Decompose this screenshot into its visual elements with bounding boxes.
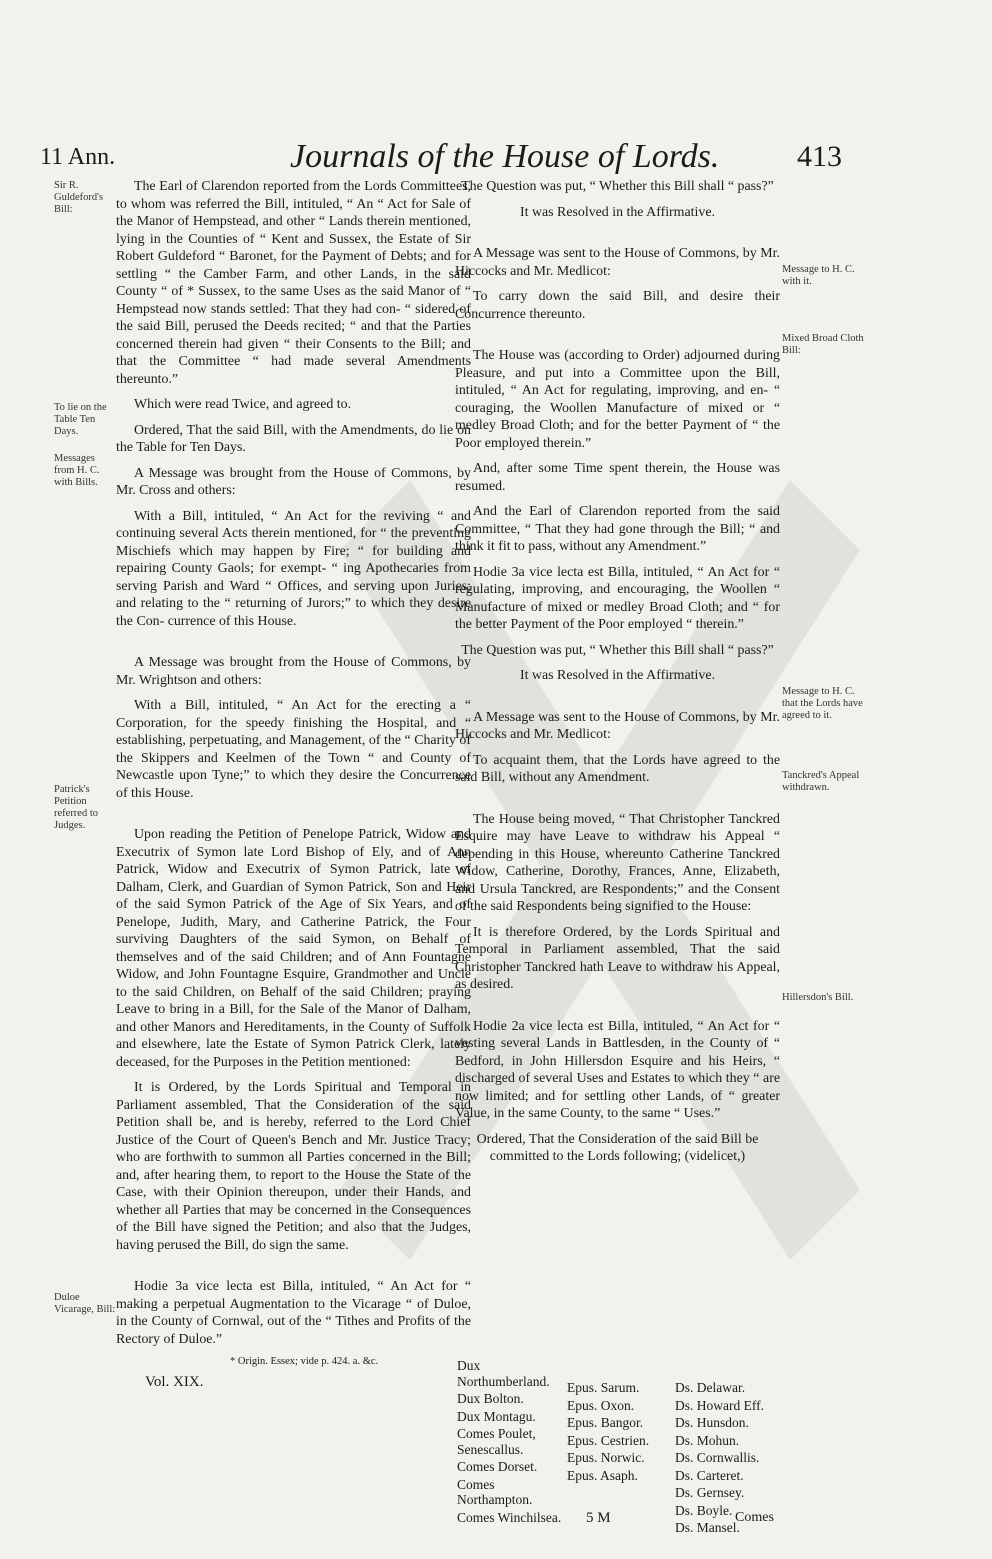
margin-note: Messages from H. C. with Bills. [54,453,100,488]
lords-column-dukes-earls [457,1358,567,1527]
paragraph: With a Bill, intituled, “ An Act for the reviving “ and continuing several Acts therein mentioned, for “ the preventing Mischiefs which may happen by Fire; “ for building and repairing County Gaols; for exempt- “ ing Apothecaries from serving Parish and Ward “ Offices, and serving upon Juries; and relating to the “ returning of Jurors;” to which they desire the Con- currence of this House. [116,508,471,629]
paragraph: And, after some Time spent therein, the House was resumed. [455,461,780,494]
lord-name: Ds. Mansel. [675,1520,740,1535]
right-column [455,178,780,1174]
lord-name: Epus. Norwic. [567,1450,645,1465]
lord-name: Ds. Boyle. [675,1502,733,1518]
paragraph: It was Resolved in the Affirmative. [520,668,715,683]
lord-name: Comes Poulet, Senescallus. [457,1426,536,1457]
margin-note: Hillersdon's Bill. [782,992,854,1003]
paragraph: With a Bill, intituled, “ An Act for the erecting a “ Corporation, for the speedy finishing the Hospital, and “ establishing, perpetuating, and Management, of the “ Charity of the Skippers and Keelmen of the Town “ and County of Newcastle upon Tyne;” to which they desire the Concurrence of this House. [116,698,471,801]
lord-name: Dux Montagu. [457,1408,536,1424]
paragraph: The Question was put, “ Whether this Bill shall “ pass?” [461,179,774,194]
paragraph: Hodie 3a vice lecta est Billa, intituled, “ An Act for “ regulating, improving, and encouraging, the Woollen “ Manufacture of mixed or medley Broad Cloth; and “ for the better Payment of the Poor employed “ therein.” [455,564,780,632]
paragraph: The Question was put, “ Whether this Bill shall “ pass?” [461,642,774,658]
volume-number: Vol. XIX. [145,1374,204,1390]
paragraph: It is therefore Ordered, by the Lords Spiritual and Temporal in Parliament assembled, That the said Christopher Tanckred hath Leave to withdraw his Appeal, as desired. [455,924,780,992]
lord-name: Epus. Cestrien. [567,1432,650,1448]
page-header [0,138,992,178]
margin-note: Message to H. C. with it. [782,264,855,287]
margin-note: Duloe Vicarage, Bill: [54,1292,116,1315]
margin-note: Message to H. C. that the Lords have agreed to it. [782,686,863,721]
paragraph: The Earl of Clarendon reported from the Lords Committees, to whom was referred the Bill, intituled, “ An “ Act for Sale of the Manor of Hempstead, and other “ Lands therein mentioned, lying in the Counties of “ Kent and Sussex, the Estate of Sir Robert Guldeford “ Baronet, for the Payment of Debts; and for settling “ the Camber Farm, and other Lands, in the said County “ of * Sussex, to the same Uses as the said Manor of “ Hempstead now stands settled: That they had con- “ sidered of the said Bill, perused the Deeds recited; “ and that the Parties concerned therein had given “ their Consents to the Bill; and that the Committee “ had made several Amendments thereunto.” [116,179,471,387]
lord-name: Epus. Sarum. [567,1380,640,1395]
paragraph: A Message was brought from the House of Commons, by Mr. Wrightson and others: [116,655,471,688]
lord-name: Dux Northumberland. [457,1358,550,1389]
margin-note: Tanckred's Appeal withdrawn. [782,770,860,793]
lord-name: Ds. Hunsdon. [675,1415,749,1430]
paragraph: The House being moved, “ That Christopher Tanckred Esquire may have Leave to withdraw his Appeal “ depending in this House, whereunto Catherine Tanckred Widow, Catherine, Dorothy, Frances, Anne, Elizabeth, and Ursula Tanckred, are Respondents;” and the Consent of the said Respondents being signified to the House: [455,811,780,914]
lord-name: Epus. Asaph. [567,1467,638,1483]
paragraph: Ordered, That the Consideration of the said Bill be committed to the Lords following; (videlicet,) [476,1131,759,1164]
lord-name: Epus. Bangor. [567,1415,644,1430]
lord-name: Epus. Oxon. [567,1397,635,1413]
paragraph: And the Earl of Clarendon reported from the said Committee, “ That they had gone through the Bill; “ and think it fit to pass, without any Amendment.” [455,504,780,554]
lord-name: Comes Winchilsea. [457,1509,562,1525]
paragraph: Upon reading the Petition of Penelope Patrick, Widow and Executrix of Symon late Lord Bishop of Ely, and of Ann Patrick, Widow and Executrix of Symon Patrick, late of Dalham, Clerk, and Guardian of Symon Patrick, Son and Heir of the said Symon Patrick of the Age of Six Years, and of Penelope, Judith, Mary, and Catherine Patrick, the Four surviving Daughters of the said Symon, on Behalf of themselves and of the said Children; and of Ann Fountagne Widow, and John Fountagne Esquire, Grandmother and Uncle to the said Children, on Behalf of the said Children; praying Leave to bring in a Bill, for the Sale of the Manor of Dalham, and other Manors and Hereditaments, in the County of Suffolk and elsewhere, late the Estate of Symon Patrick Clerk, lately deceased, for the Purposes in the Petition mentioned: [116,827,471,1070]
footnote: * Origin. Essex; vide p. 424. a. &c. [230,1356,379,1367]
paragraph: Hodie 2a vice lecta est Billa, intituled, “ An Act for “ vesting several Lands in Battlesden, in the County of “ Bedford, in John Hillersdon Esquire and his Heirs, “ discharged of several Uses and Estates to which they “ are now limited; and for settling other Lands, of “ greater Value, in the same County, to the same “ Uses.” [455,1018,780,1121]
paragraph: Which were read Twice, and agreed to. [134,397,352,412]
paragraph: To acquaint them, that the Lords have agreed to the said Bill, without any Amendment. [455,752,780,785]
paragraph: To carry down the said Bill, and desire their Concurrence thereunto. [455,289,780,322]
signature-mark: 5 M [586,1510,611,1526]
paragraph: A Message was sent to the House of Commons, by Mr. Hiccocks and Mr. Medlicot: [455,709,780,742]
regnal-year: 11 Ann. [40,144,116,170]
lord-name: Ds. Cornwallis. [675,1450,760,1465]
margin-note: Patrick's Petition referred to Judges. [54,784,99,831]
margin-note: Mixed Broad Cloth Bill: [782,333,864,356]
lord-name: Ds. Gernsey. [675,1485,745,1500]
catchword: Comes [735,1510,774,1525]
paragraph: It was Resolved in the Affirmative. [520,204,715,220]
lords-column-bishops [567,1380,667,1485]
lord-name: Ds. Delawar. [675,1380,746,1395]
paragraph: Ordered, That the said Bill, with the Amendments, do lie on the Table for Ten Days. [116,422,471,455]
paragraph: Hodie 3a vice lecta est Billa, intituled, “ An Act for “ making a perpetual Augmentation to the Vicarage “ of Duloe, in the County of Cornwal, out of the “ Tithes and Profits of the Rectory of Duloe.” [116,1279,471,1347]
lord-name: Ds. Carteret. [675,1467,744,1483]
lord-name: Comes Dorset. [457,1459,538,1474]
lord-name: Dux Bolton. [457,1391,524,1406]
margin-note: Sir R. Guldeford's Bill: [54,180,104,215]
paragraph: It is Ordered, by the Lords Spiritual and Temporal in Parliament assembled, That the Consideration of the said Petition shall be, and is hereby, referred to the Lord Chief Justice of the Court of Queen's Bench and Mr. Justice Tracy; who are forthwith to summon all Parties concerned in the Bill; and, after hearing them, to report to the House the State of the Case, with their Opinion thereupon, under their Hands, and whether all Parties that may be concerned in the Consequences of the Bill have signed the Petition; and also that the Judges, having perused the Bill, do sign the same. [116,1080,471,1253]
page-number: 413 [797,140,842,173]
margin-note: To lie on the Table Ten Days. [54,402,107,437]
paragraph: A Message was sent to the House of Commons, by Mr. Hiccocks and Mr. Medlicot: [455,246,780,279]
journal-title: Journals of the House of Lords. [290,138,720,175]
lord-name: Ds. Mohun. [675,1432,740,1448]
paragraph: The House was (according to Order) adjourned during Pleasure, and put into a Committee upon the Bill, intituled, “ An Act for regulating, improving, and en- “ couraging, the Woollen Manufacture of mixed or “ medley Broad Cloth; and for the better Payment of “ the Poor employed therein.” [455,348,780,451]
paragraph: A Message was brought from the House of Commons, by Mr. Cross and others: [116,465,471,498]
left-column [116,178,471,1356]
lord-name: Comes Northampton. [457,1476,533,1507]
lord-name: Ds. Howard Eff. [675,1397,764,1413]
